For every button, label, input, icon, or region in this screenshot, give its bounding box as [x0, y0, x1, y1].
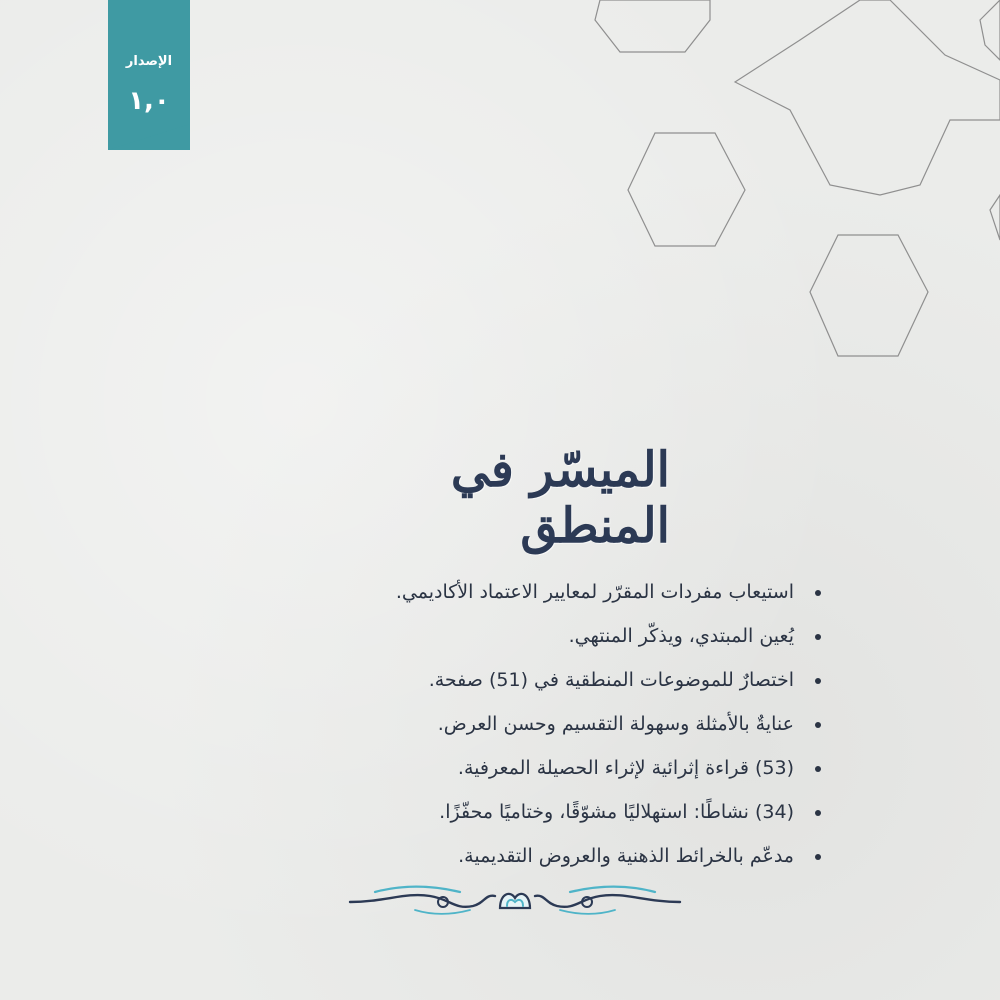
edition-version: ١,٠: [128, 86, 170, 116]
bullet-icon: [815, 590, 821, 596]
feature-text: يُعين المبتدي، ويذكّر المنتهي.: [568, 625, 794, 647]
ribbon-shape: [108, 0, 190, 150]
feature-text: استيعاب مفردات المقرّر لمعايير الاعتماد الأكاديمي.: [395, 581, 794, 603]
bullet-icon: [815, 854, 821, 860]
features-list: [200, 570, 830, 878]
bullet-icon: [815, 634, 821, 640]
list-item: [200, 790, 830, 834]
feature-text: (53) قراءة إثرائية لإثراء الحصيلة المعرفية.: [457, 757, 794, 779]
list-item: [200, 570, 830, 614]
list-item: [200, 702, 830, 746]
bullet-icon: [815, 810, 821, 816]
list-item: [200, 658, 830, 702]
feature-text: (34) نشاطًا: استهلاليًا مشوّقًا، وختاميًا محفّزًا.: [439, 801, 794, 823]
ornament-divider-icon: [345, 880, 685, 920]
bullet-icon: [815, 766, 821, 772]
feature-text: اختصارٌ للموضوعات المنطقية في (51) صفحة.: [428, 669, 794, 691]
book-title: الميسّر في المنطق: [450, 442, 670, 554]
bullet-icon: [815, 678, 821, 684]
list-item: [200, 614, 830, 658]
geometric-pattern: [560, 0, 1000, 380]
edition-ribbon: [108, 0, 190, 150]
list-item: [200, 746, 830, 790]
feature-text: مدعّم بالخرائط الذهنية والعروض التقديمية.: [458, 845, 794, 867]
edition-label: الإصدار: [125, 54, 173, 69]
list-item: [200, 834, 830, 878]
bullet-icon: [815, 722, 821, 728]
feature-text: عنايةٌ بالأمثلة وسهولة التقسيم وحسن العرض.: [437, 713, 794, 735]
